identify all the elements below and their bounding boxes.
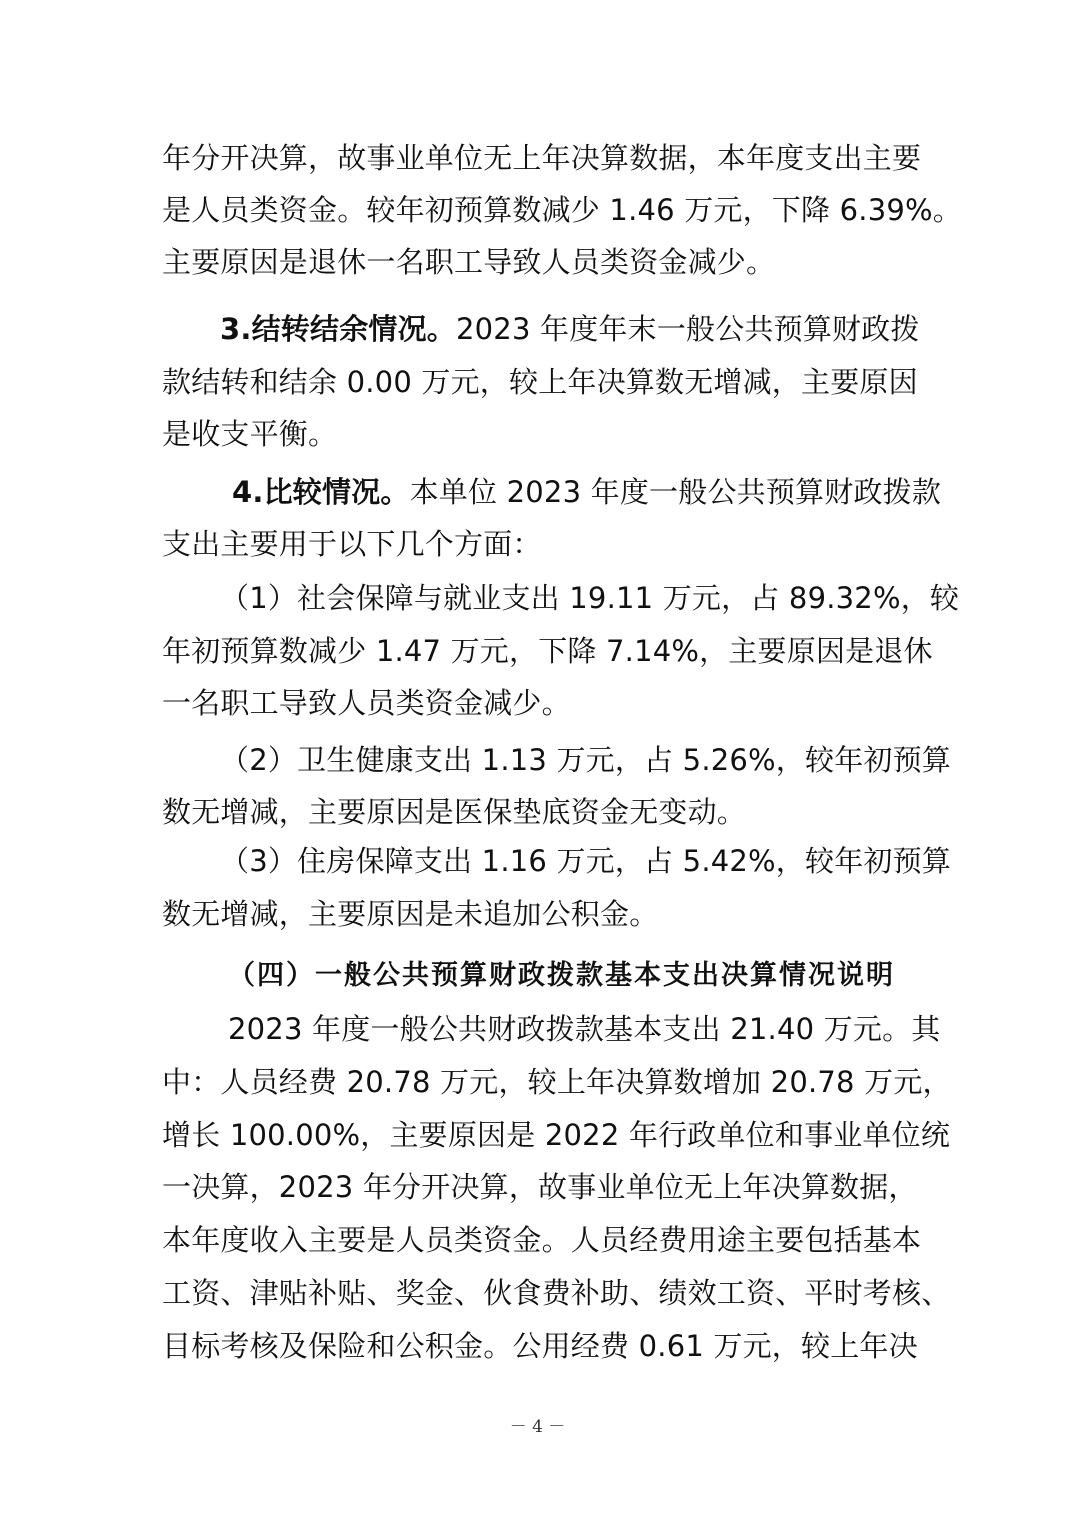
section-heading: （四）一般公共预算财政拨款基本支出决算情况说明 [228,960,895,991]
paragraph-line: （2）卫生健康支出 1.13 万元，占 5.26%，较年初预算 [220,743,952,777]
paragraph-line: 支出主要用于以下几个方面： [162,527,542,561]
paragraph-line: 中：人员经费 20.78 万元，较上年决算数增加 20.78 万元， [162,1065,952,1099]
paragraph-line: 本年度收入主要是人员类资金。人员经费用途主要包括基本 [162,1223,922,1257]
paragraph-line: （3）住房保障支出 1.16 万元，占 5.42%，较年初预算 [220,844,952,878]
section-title-carryover: 3.结转结余情况。 [220,312,456,346]
paragraph-line [232,472,941,512]
paragraph-line: 是收支平衡。 [162,417,338,451]
section-title-comparison: 4.比较情况。 [232,475,410,509]
paragraph-line: 目标考核及保险和公积金。公用经费 0.61 万元，较上年决 [162,1329,918,1363]
paragraph-line [220,309,920,349]
paragraph-line: （1）社会保障与就业支出 19.11 万元，占 89.32%，较 [220,581,960,615]
paragraph-text: 2023 年度年末一般公共预算财政拨 [456,312,920,346]
paragraph-line: 一决算，2023 年分开决算，故事业单位无上年决算数据， [162,1170,918,1204]
paragraph-line: 年分开决算，故事业单位无上年决算数据，本年度支出主要 [162,141,922,175]
paragraph-line: 增长 100.00%，主要原因是 2022 年行政单位和事业单位统 [162,1118,951,1152]
paragraph-text: 本单位 2023 年度一般公共预算财政拨款 [409,475,942,509]
paragraph-line: 数无增减，主要原因是未追加公积金。 [162,897,659,931]
paragraph-line: 年初预算数减少 1.47 万元，下降 7.14%，主要原因是退休 [162,634,933,668]
paragraph-line: 是人员类资金。较年初预算数减少 1.46 万元，下降 6.39%。 [162,193,962,227]
paragraph-line: 数无增减，主要原因是医保垫底资金无变动。 [162,795,747,829]
paragraph-line: 一名职工导致人员类资金减少。 [162,686,571,720]
paragraph-line: 工资、津贴补贴、奖金、伙食费补助、绩效工资、平时考核、 [162,1276,951,1310]
paragraph-line: 2023 年度一般公共财政拨款基本支出 21.40 万元。其 [228,1012,941,1046]
paragraph-line: 主要原因是退休一名职工导致人员类资金减少。 [162,245,776,279]
paragraph-line: 款结转和结余 0.00 万元，较上年决算数无增减，主要原因 [162,365,918,399]
page-number: － 4 － [509,1417,566,1437]
